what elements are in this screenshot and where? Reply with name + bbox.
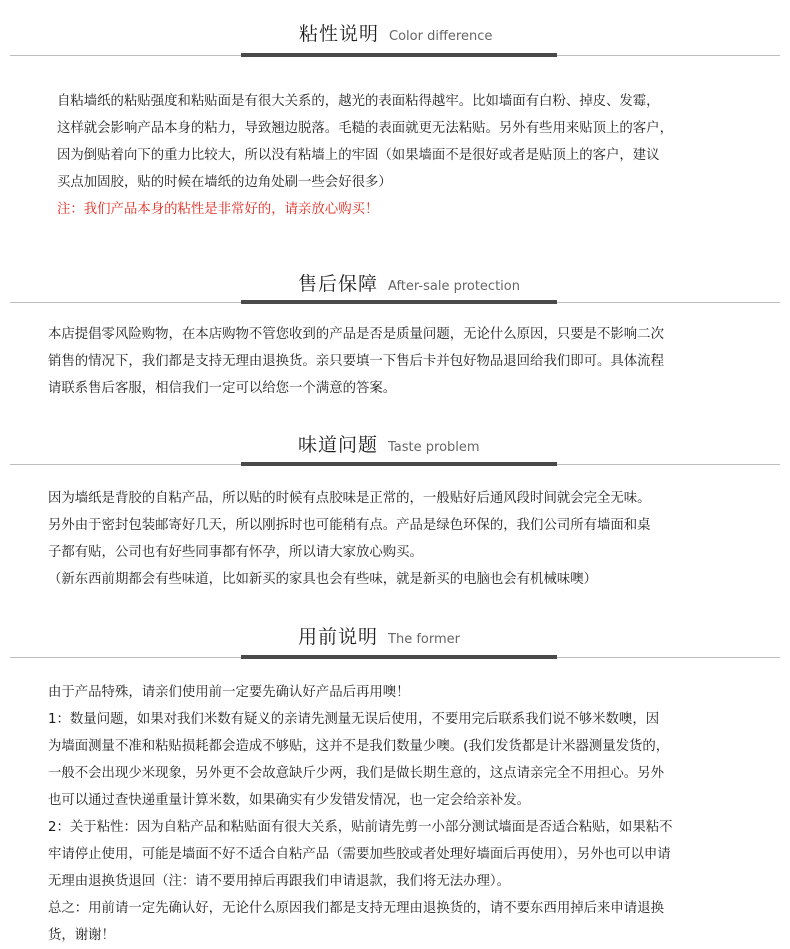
paragraph-line: 牢请停止使用，可能是墙面不好不适合自粘产品（需要加些胶或者处理好墙面后再使用），另外也可以申请: [48, 847, 671, 862]
paragraph-line: 因为倒贴着向下的重力比较大，所以没有粘墙上的牢固（如果墙面不是很好或者是贴顶上的客户，建议: [57, 148, 660, 163]
paragraph-line: 因为墙纸是背胶的自粘产品，所以贴的时候有点胶味是正常的，一般贴好后通风段时间就会完全无味。: [48, 491, 651, 506]
aftersale-title-en: After-sale protection: [388, 279, 520, 294]
paragraph-line: 子都有贴，公司也有好些同事都有怀孕，所以请大家放心购买。: [48, 545, 423, 560]
adhesion-title-cn: 粘性说明: [299, 23, 380, 45]
taste-header: [0, 425, 790, 475]
paragraph-line: 也可以通过查快递重量计算米数，如果确实有少发错发情况，也一定会给亲补发。: [48, 793, 531, 808]
former-title-en: The former: [388, 632, 460, 647]
aftersale-body: [48, 321, 664, 402]
taste-title: [298, 430, 480, 457]
adhesion-title: [299, 19, 492, 46]
paragraph-line: 2：关于粘性：因为自粘产品和粘贴面有很大关系，贴前请先剪一小部分测试墙面是否适合粘贴，如果粘不: [48, 820, 673, 835]
paragraph-line: 1：数量问题，如果对我们米数有疑义的亲请先测量无误后使用，不要用完后联系我们说不够米数噢，因: [48, 712, 660, 727]
paragraph-line: 另外由于密封包装邮寄好几天，所以刚拆时也可能稍有点。产品是绿色环保的，我们公司所有墙面和桌: [48, 518, 651, 533]
paragraph-line: 货，谢谢！: [48, 928, 115, 943]
aftersale-divider-accent: [241, 300, 557, 304]
adhesion-body: [57, 88, 673, 223]
paragraph-line: 请联系售后客服，相信我们一定可以给您一个满意的答案。: [48, 381, 397, 396]
former-body: [48, 679, 673, 949]
paragraph-line: 销售的情况下，我们都是支持无理由退换货。亲只要填一下售后卡并包好物品退回给我们即可。具体流程: [48, 354, 664, 369]
taste-title-cn: 味道问题: [298, 434, 379, 456]
paragraph-line: 无理由退换货退回（注：请不要用掉后再跟我们申请退款，我们将无法办理）。: [48, 874, 510, 889]
adhesion-note: 注：我们产品本身的粘性是非常好的，请亲放心购买！: [57, 202, 379, 217]
former-title: [298, 622, 460, 649]
taste-divider-accent: [241, 462, 557, 466]
taste-title-en: Taste problem: [388, 440, 480, 455]
former-title-cn: 用前说明: [298, 626, 379, 648]
former-divider-accent: [241, 655, 557, 659]
aftersale-header: [0, 263, 790, 313]
aftersale-title: [298, 269, 520, 296]
paragraph-line: 为墙面测量不准和粘贴损耗都会造成不够贴，这并不是我们数量少噢。(我们发货都是计米器测量发货的，: [48, 739, 670, 754]
paragraph-line: 由于产品特殊，请亲们使用前一定要先确认好产品后再用噢！: [48, 685, 410, 700]
former-header: [0, 617, 790, 667]
paragraph-line: 本店提倡零风险购物，在本店购物不管您收到的产品是否是质量问题，无论什么原因，只要是不影响二次: [48, 327, 664, 342]
adhesion-header: [0, 14, 790, 64]
aftersale-title-cn: 售后保障: [298, 273, 379, 295]
paragraph-line: 总之：用前请一定先确认好，无论什么原因我们都是支持无理由退换货的，请不要东西用掉后来申请退换: [48, 901, 664, 916]
paragraph-line: 买点加固胶，贴的时候在墙纸的边角处刷一些会好很多）: [57, 175, 392, 190]
taste-body: [48, 485, 651, 593]
paragraph-line: 自粘墙纸的粘贴强度和粘贴面是有很大关系的，越光的表面粘得越牢。比如墙面有白粉、掉皮、发霉，: [57, 94, 660, 109]
paragraph-line: 这样就会影响产品本身的粘力，导致翘边脱落。毛糙的表面就更无法粘贴。另外有些用来贴顶上的客户，: [57, 121, 673, 136]
adhesion-divider-accent: [241, 53, 557, 57]
paragraph-line: （新东西前期都会有些味道，比如新买的家具也会有些味，就是新买的电脑也会有机械味噢）: [48, 572, 598, 587]
adhesion-title-en: Color difference: [389, 29, 493, 44]
paragraph-line: 一般不会出现少米现象，另外更不会故意缺斤少两，我们是做长期生意的，这点请亲完全不用担心。另外: [48, 766, 664, 781]
